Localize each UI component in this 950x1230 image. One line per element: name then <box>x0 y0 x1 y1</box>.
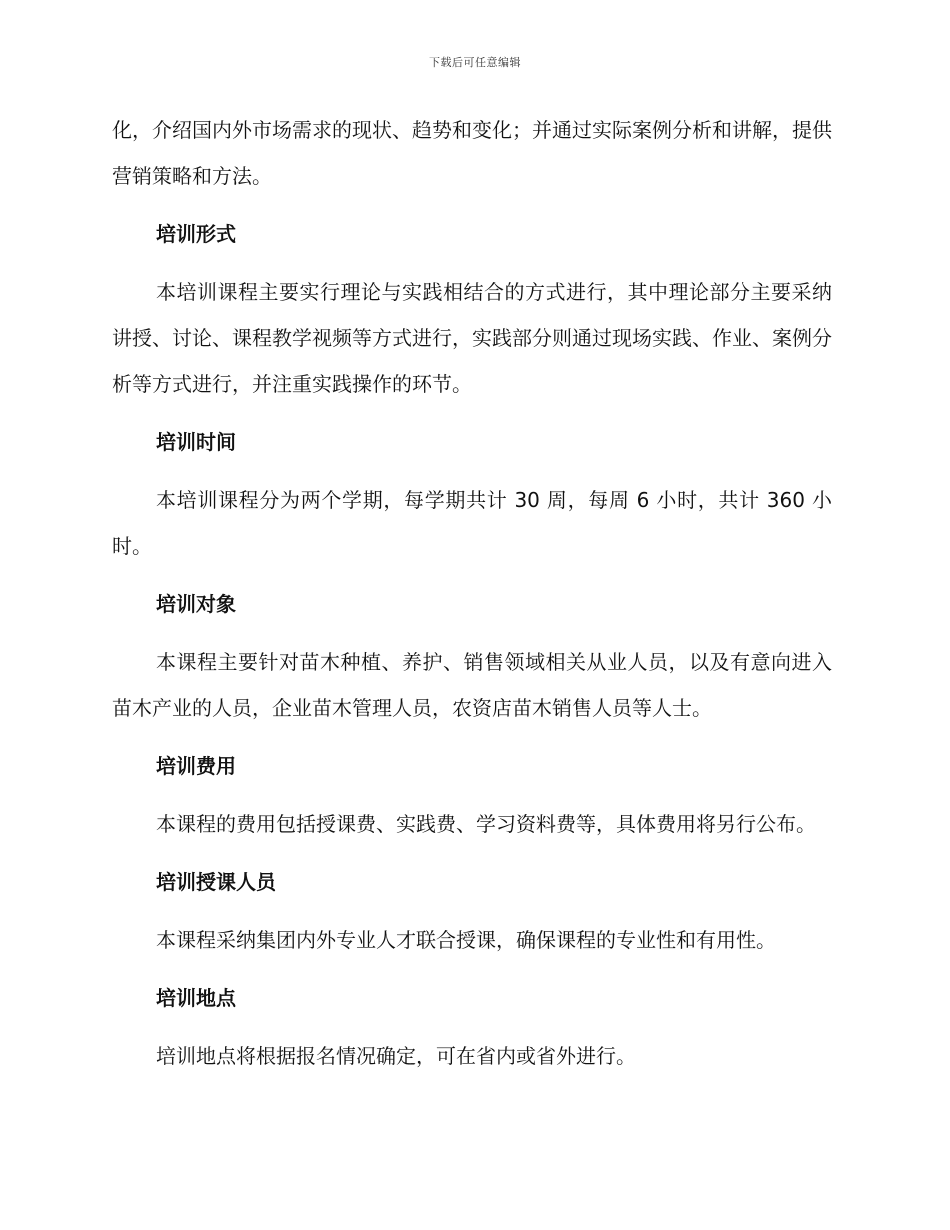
paragraph-training-teachers: 本课程采纳集团内外专业人才联合授课，确保课程的专业性和有用性。 <box>156 928 776 952</box>
section-heading-training-form: 培训形式 <box>156 222 236 246</box>
header-note: 下载后可任意编辑 <box>429 56 521 69</box>
paragraph-training-time: 本培训课程分为两个学期，每学期共计 30 周，每周 6 小时，共计 360 小时。 <box>112 488 832 558</box>
intro-continuation-paragraph: 化，介绍国内外市场需求的现状、趋势和变化；并通过实际案例分析和讲解，提供营销策略和方法。 <box>112 118 832 188</box>
section-heading-training-location: 培训地点 <box>156 986 236 1010</box>
section-heading-training-fee: 培训费用 <box>156 754 236 778</box>
paragraph-training-fee: 本课程的费用包括授课费、实践费、学习资料费等，具体费用将另行公布。 <box>156 812 816 836</box>
section-heading-training-audience: 培训对象 <box>156 592 236 616</box>
section-heading-training-time: 培训时间 <box>156 430 236 454</box>
section-heading-training-teachers: 培训授课人员 <box>156 870 276 894</box>
paragraph-training-location: 培训地点将根据报名情况确定，可在省内或省外进行。 <box>156 1044 636 1068</box>
paragraph-training-form: 本培训课程主要实行理论与实践相结合的方式进行，其中理论部分主要采纳讲授、讨论、课程教学视频等方式进行，实践部分则通过现场实践、作业、案例分析等方式进行，并注重实践操作的环节。 <box>112 280 832 396</box>
document-body <box>112 107 832 1079</box>
paragraph-training-audience: 本课程主要针对苗木种植、养护、销售领域相关从业人员，以及有意向进入苗木产业的人员，企业苗木管理人员，农资店苗木销售人员等人士。 <box>112 650 832 720</box>
